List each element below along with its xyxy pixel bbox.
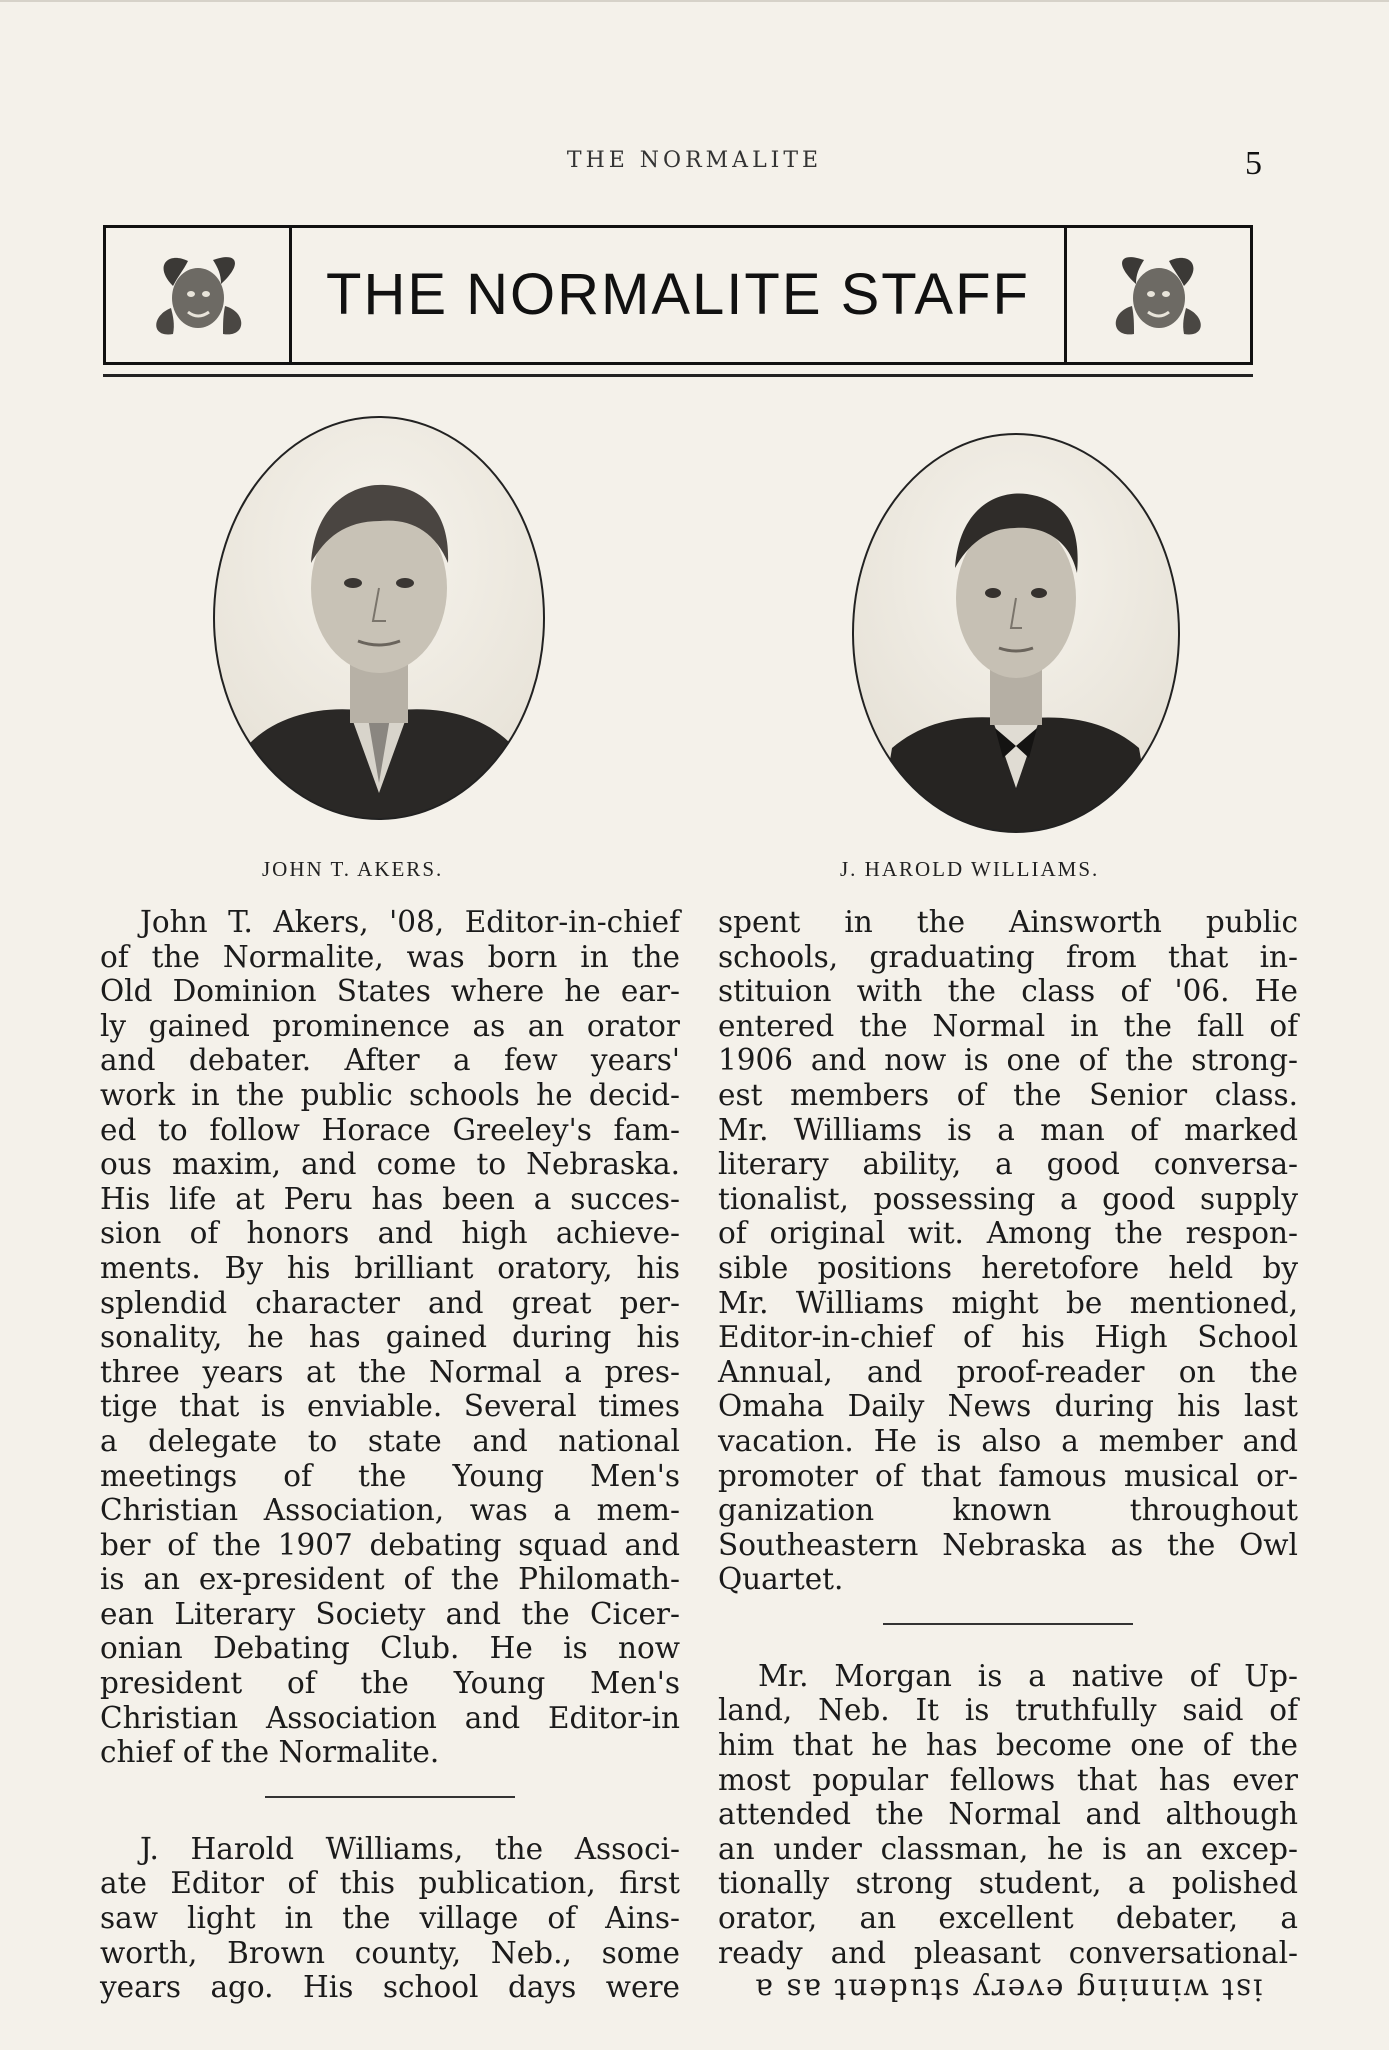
text-line: entered the Normal in the fall of xyxy=(718,1008,1298,1043)
portrait-caption: JOHN T. AKERS. xyxy=(262,857,444,881)
page-number: 5 xyxy=(1245,145,1262,182)
text-line: and debater. After a few years' xyxy=(100,1043,680,1078)
text-line: stituion with the class of '06. He xyxy=(718,974,1298,1009)
text-line: work in the public schools he decid- xyxy=(100,1077,680,1112)
running-head: THE NORMALITE xyxy=(566,148,823,173)
scan-edge xyxy=(0,0,1389,2)
text-line: him that he has become one of the xyxy=(718,1728,1298,1763)
title-banner xyxy=(103,225,1253,365)
text-line: sion of honors and high achieve- xyxy=(100,1216,680,1251)
text-line: orator, an excellent debater, a xyxy=(718,1901,1298,1936)
text-line: tige that is enviable. Several times xyxy=(100,1389,680,1424)
text-line: land, Neb. It is truthfully said of xyxy=(718,1693,1298,1728)
text-line: a delegate to state and national xyxy=(100,1423,680,1458)
text-line: Christian Association, was a mem- xyxy=(100,1493,680,1528)
text-line: an under classman, he is an excep- xyxy=(718,1831,1298,1866)
text-line: est members of the Senior class. xyxy=(718,1077,1298,1112)
text-line: is an ex-president of the Philomath- xyxy=(100,1562,680,1597)
text-line: Annual, and proof-reader on the xyxy=(718,1354,1298,1389)
text-line: spent in the Ainsworth public xyxy=(718,905,1298,939)
text-line: chief of the Normalite. xyxy=(100,1735,440,1770)
text-line: His life at Peru has been a succes- xyxy=(100,1181,680,1216)
text-line: onian Debating Club. He is now xyxy=(100,1631,680,1666)
text-line: 1906 and now is one of the strong- xyxy=(718,1043,1298,1078)
banner-title: THE NORMALITE STAFF xyxy=(326,262,1030,327)
text-line: Quartet. xyxy=(718,1562,844,1597)
serpent-head-ornament-icon xyxy=(106,228,292,362)
text-line: schools, graduating from that in- xyxy=(718,939,1298,974)
morgan-paragraph xyxy=(718,1659,1298,2007)
williams-paragraph-continued xyxy=(718,905,1298,1597)
text-line: Editor-in-chief of his High School xyxy=(718,1320,1298,1355)
text-line: Mr. Morgan is a native of Up- xyxy=(758,1658,1298,1693)
text-line: ganization known throughout xyxy=(718,1493,1298,1528)
text-line: Mr. Williams might be mentioned, xyxy=(718,1285,1298,1320)
text-line: saw light in the village of Ains- xyxy=(100,1901,680,1936)
text-line: ed to follow Horace Greeley's fam- xyxy=(100,1112,680,1147)
williams-paragraph xyxy=(100,1832,680,2005)
text-line: splendid character and great per- xyxy=(100,1285,680,1320)
text-line: ate Editor of this publication, first xyxy=(100,1866,680,1901)
text-line: tionalist, possessing a good supply xyxy=(718,1181,1298,1216)
portrait-caption: J. HAROLD WILLIAMS. xyxy=(840,857,1100,881)
text-line: worth, Brown county, Neb., some xyxy=(100,1935,680,1970)
text-line: president of the Young Men's xyxy=(100,1666,680,1701)
text-line: promoter of that famous musical or- xyxy=(718,1458,1298,1493)
text-line: of original wit. Among the respon- xyxy=(718,1216,1298,1251)
text-line: of the Normalite, was born in the xyxy=(100,939,680,974)
text-line: attended the Normal and although xyxy=(718,1797,1298,1832)
text-line: sonality, he has gained during his xyxy=(100,1320,680,1355)
inverted-text-line: ist winning every student as a xyxy=(753,1972,1263,2007)
text-line: Southeastern Nebraska as the Owl xyxy=(718,1527,1298,1562)
portrait-photo-icon xyxy=(210,413,548,823)
text-line: Omaha Daily News during his last xyxy=(718,1389,1298,1424)
text-line: sible positions heretofore held by xyxy=(718,1250,1298,1285)
text-line: ous maxim, and come to Nebraska. xyxy=(100,1147,680,1182)
section-divider xyxy=(883,1623,1133,1625)
text-line: Old Dominion States where he ear- xyxy=(100,974,680,1009)
text-line: tionally strong student, a polished xyxy=(718,1866,1298,1901)
text-line: years ago. His school days were xyxy=(100,1970,680,2005)
left-column xyxy=(100,905,680,2005)
text-line: ments. By his brilliant oratory, his xyxy=(100,1250,680,1285)
text-line: three years at the Normal a pres- xyxy=(100,1354,680,1389)
text-line: J. Harold Williams, the Associ- xyxy=(140,1831,680,1866)
section-divider xyxy=(265,1796,515,1798)
serpent-head-ornament-icon xyxy=(1064,228,1250,362)
text-line: ready and pleasant conversational- xyxy=(718,1935,1298,1970)
text-line: Mr. Williams is a man of marked xyxy=(718,1112,1298,1147)
text-line: most popular fellows that has ever xyxy=(718,1762,1298,1797)
text-line: vacation. He is also a member and xyxy=(718,1423,1298,1458)
text-line: Christian Association and Editor-in xyxy=(100,1700,680,1735)
right-column xyxy=(718,905,1298,2007)
akers-paragraph xyxy=(100,905,680,1770)
text-line: ean Literary Society and the Cicer- xyxy=(100,1596,680,1631)
text-line: literary ability, a good conversa- xyxy=(718,1147,1298,1182)
text-line: ly gained prominence as an orator xyxy=(100,1008,680,1043)
text-line: John T. Akers, '08, Editor-in-chief xyxy=(140,905,680,939)
text-line: ber of the 1907 debating squad and xyxy=(100,1527,680,1562)
banner-underline xyxy=(103,374,1253,377)
text-line: meetings of the Young Men's xyxy=(100,1458,680,1493)
portrait-photo-icon xyxy=(847,428,1185,838)
